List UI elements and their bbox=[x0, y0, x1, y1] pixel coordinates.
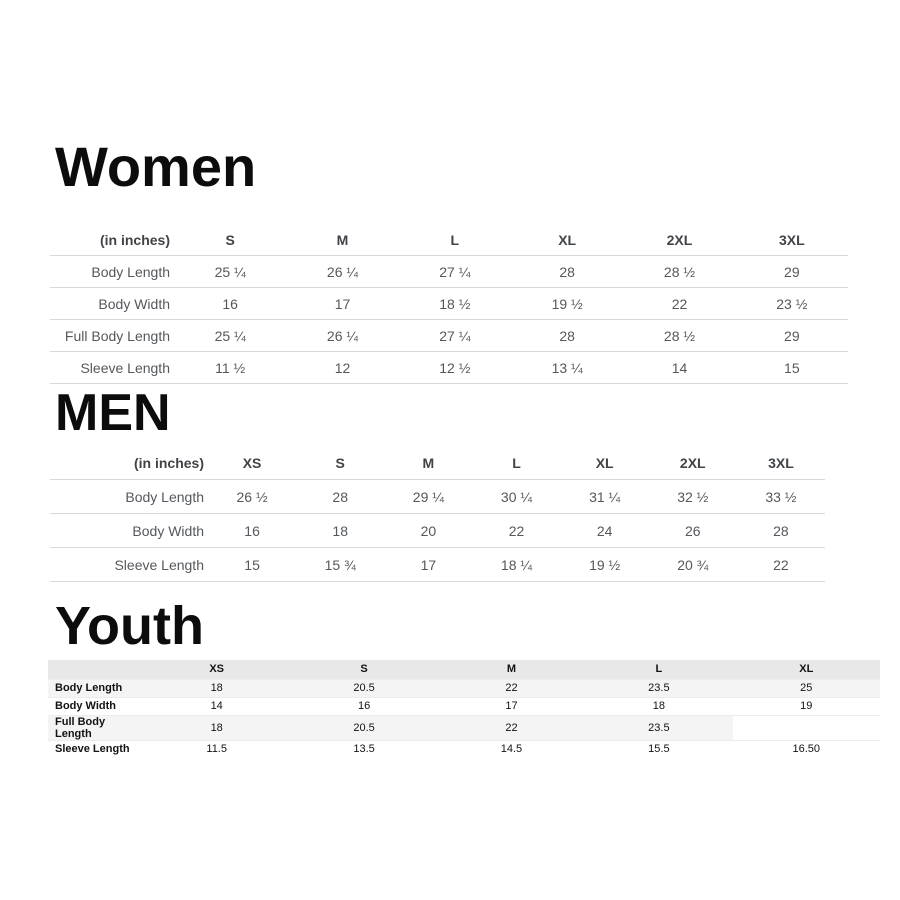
men-section bbox=[0, 386, 900, 582]
size-value: 24 bbox=[596, 522, 613, 539]
women-size-table bbox=[50, 224, 848, 385]
size-column-header: XL bbox=[558, 231, 577, 248]
size-value: 28 bbox=[332, 488, 348, 505]
size-value: 29 ¼ bbox=[412, 488, 444, 505]
size-value: 26 bbox=[684, 522, 701, 539]
size-value: 18 bbox=[332, 522, 348, 539]
measurement-row-label: Body Width bbox=[132, 522, 204, 539]
women-section-title: Women bbox=[55, 135, 257, 198]
size-column-header: 3XL bbox=[768, 454, 794, 471]
size-value: 23.5 bbox=[648, 721, 670, 734]
size-value: 28 ½ bbox=[663, 263, 696, 280]
size-value: 29 bbox=[784, 327, 800, 344]
measurement-row bbox=[50, 288, 848, 320]
size-value: 14 bbox=[210, 700, 223, 713]
size-value: 16 bbox=[357, 700, 371, 713]
measurement-row bbox=[48, 679, 880, 697]
measurement-row-label: Body Width bbox=[98, 295, 170, 312]
size-value: 27 ¼ bbox=[439, 327, 471, 344]
size-column-header: 3XL bbox=[778, 231, 805, 248]
size-column-header: S bbox=[335, 454, 345, 471]
size-column-header: XS bbox=[242, 454, 262, 471]
measurement-row bbox=[50, 352, 848, 384]
men-header-row bbox=[50, 446, 825, 480]
size-value: 29 bbox=[784, 263, 800, 280]
measurement-row bbox=[50, 320, 848, 352]
size-value: 23.5 bbox=[648, 682, 670, 695]
size-value: 18 bbox=[210, 682, 223, 695]
size-value: 27 ¼ bbox=[439, 263, 471, 280]
size-value: 15 ¾ bbox=[324, 556, 356, 573]
size-value: 22 bbox=[508, 522, 525, 539]
men-size-table bbox=[50, 446, 825, 583]
size-value bbox=[733, 715, 880, 740]
size-value: 28 ½ bbox=[663, 327, 696, 344]
measurement-row-label: Body Length bbox=[91, 263, 170, 280]
unit-label: (in inches) bbox=[99, 231, 170, 248]
size-value: 12 bbox=[334, 359, 351, 376]
size-column-header: 2XL bbox=[679, 454, 706, 471]
size-value: 26 ½ bbox=[236, 488, 268, 505]
size-value: 15 bbox=[244, 556, 260, 573]
women-section bbox=[0, 135, 900, 384]
size-value: 28 bbox=[559, 263, 575, 280]
size-value: 16 bbox=[244, 522, 260, 539]
size-value: 22 bbox=[505, 721, 518, 734]
size-value: 30 ¼ bbox=[500, 488, 533, 505]
size-value: 28 bbox=[773, 522, 789, 539]
size-column-header: XL bbox=[595, 454, 614, 471]
size-value: 26 ¼ bbox=[326, 263, 359, 280]
size-value: 19 bbox=[800, 700, 813, 713]
size-value: 20 bbox=[420, 522, 437, 539]
size-value: 18 ½ bbox=[439, 295, 471, 312]
youth-section-title: Youth bbox=[55, 596, 204, 657]
measurement-row bbox=[48, 740, 880, 758]
size-column-header: L bbox=[512, 454, 521, 471]
size-value: 11.5 bbox=[206, 743, 227, 756]
measurement-row bbox=[50, 480, 825, 514]
size-value: 19 ½ bbox=[589, 556, 621, 573]
unit-label bbox=[48, 660, 143, 679]
youth-header-row bbox=[48, 660, 880, 679]
size-column-header: XS bbox=[209, 663, 225, 676]
size-value: 19 ½ bbox=[551, 295, 583, 312]
size-value: 31 ¼ bbox=[589, 488, 621, 505]
size-column-header: M bbox=[506, 663, 517, 676]
size-value: 20.5 bbox=[353, 682, 375, 695]
size-value: 17 bbox=[420, 556, 437, 573]
size-value: 14.5 bbox=[500, 743, 523, 756]
size-column-header: L bbox=[450, 231, 460, 248]
size-value: 28 bbox=[559, 327, 575, 344]
size-column-header: 2XL bbox=[666, 231, 693, 248]
measurement-row bbox=[50, 514, 825, 548]
size-column-header: L bbox=[655, 663, 663, 676]
measurement-row-label: Full Body Length bbox=[55, 715, 106, 740]
size-value: 16.50 bbox=[792, 743, 821, 756]
youth-section bbox=[0, 598, 900, 758]
size-column-header: M bbox=[422, 454, 435, 471]
size-value: 18 bbox=[652, 700, 665, 713]
size-value: 25 ¼ bbox=[214, 263, 246, 280]
size-value: 18 bbox=[210, 721, 223, 734]
men-section-title: MEN bbox=[55, 384, 171, 443]
size-value: 17 bbox=[505, 700, 518, 713]
size-column-header: XL bbox=[799, 663, 814, 676]
size-value: 25 bbox=[800, 682, 813, 695]
women-header-row bbox=[50, 224, 848, 256]
size-value: 12 ½ bbox=[439, 359, 471, 376]
size-value: 15 bbox=[784, 359, 800, 376]
size-value: 33 ½ bbox=[765, 488, 797, 505]
size-value: 17 bbox=[334, 295, 351, 312]
measurement-row bbox=[48, 715, 880, 740]
size-value: 20.5 bbox=[353, 721, 375, 734]
size-value: 23 ½ bbox=[776, 295, 808, 312]
measurement-row bbox=[48, 697, 880, 715]
size-value: 25 ¼ bbox=[214, 327, 246, 344]
size-column-header: M bbox=[336, 231, 349, 248]
measurement-row-label: Sleeve Length bbox=[114, 556, 204, 573]
size-column-header: S bbox=[225, 231, 235, 248]
measurement-row-label: Sleeve Length bbox=[55, 743, 130, 756]
measurement-row-label: Body Length bbox=[55, 682, 123, 695]
unit-label: (in inches) bbox=[133, 454, 204, 471]
size-value: 11 ½ bbox=[215, 359, 246, 376]
size-value: 32 ½ bbox=[677, 488, 709, 505]
youth-size-table bbox=[48, 660, 880, 758]
size-value: 14 bbox=[671, 359, 688, 376]
size-value: 20 ¾ bbox=[677, 556, 709, 573]
measurement-row bbox=[50, 548, 825, 582]
measurement-row-label: Sleeve Length bbox=[80, 359, 170, 376]
size-value: 22 bbox=[505, 682, 518, 695]
size-value: 18 ¼ bbox=[500, 556, 533, 573]
size-value: 22 bbox=[773, 556, 789, 573]
measurement-row bbox=[50, 256, 848, 288]
size-value: 26 ¼ bbox=[326, 327, 359, 344]
measurement-row-label: Body Width bbox=[55, 700, 116, 713]
size-column-header: S bbox=[360, 663, 368, 676]
size-value: 15.5 bbox=[648, 743, 670, 756]
size-value: 22 bbox=[671, 295, 688, 312]
measurement-row-label: Full Body Length bbox=[64, 327, 170, 344]
size-value: 13 ¼ bbox=[551, 359, 583, 376]
size-value: 13.5 bbox=[353, 743, 375, 756]
measurement-row-label: Body Length bbox=[125, 488, 204, 505]
size-value: 16 bbox=[222, 295, 238, 312]
size-chart-page bbox=[0, 135, 900, 900]
